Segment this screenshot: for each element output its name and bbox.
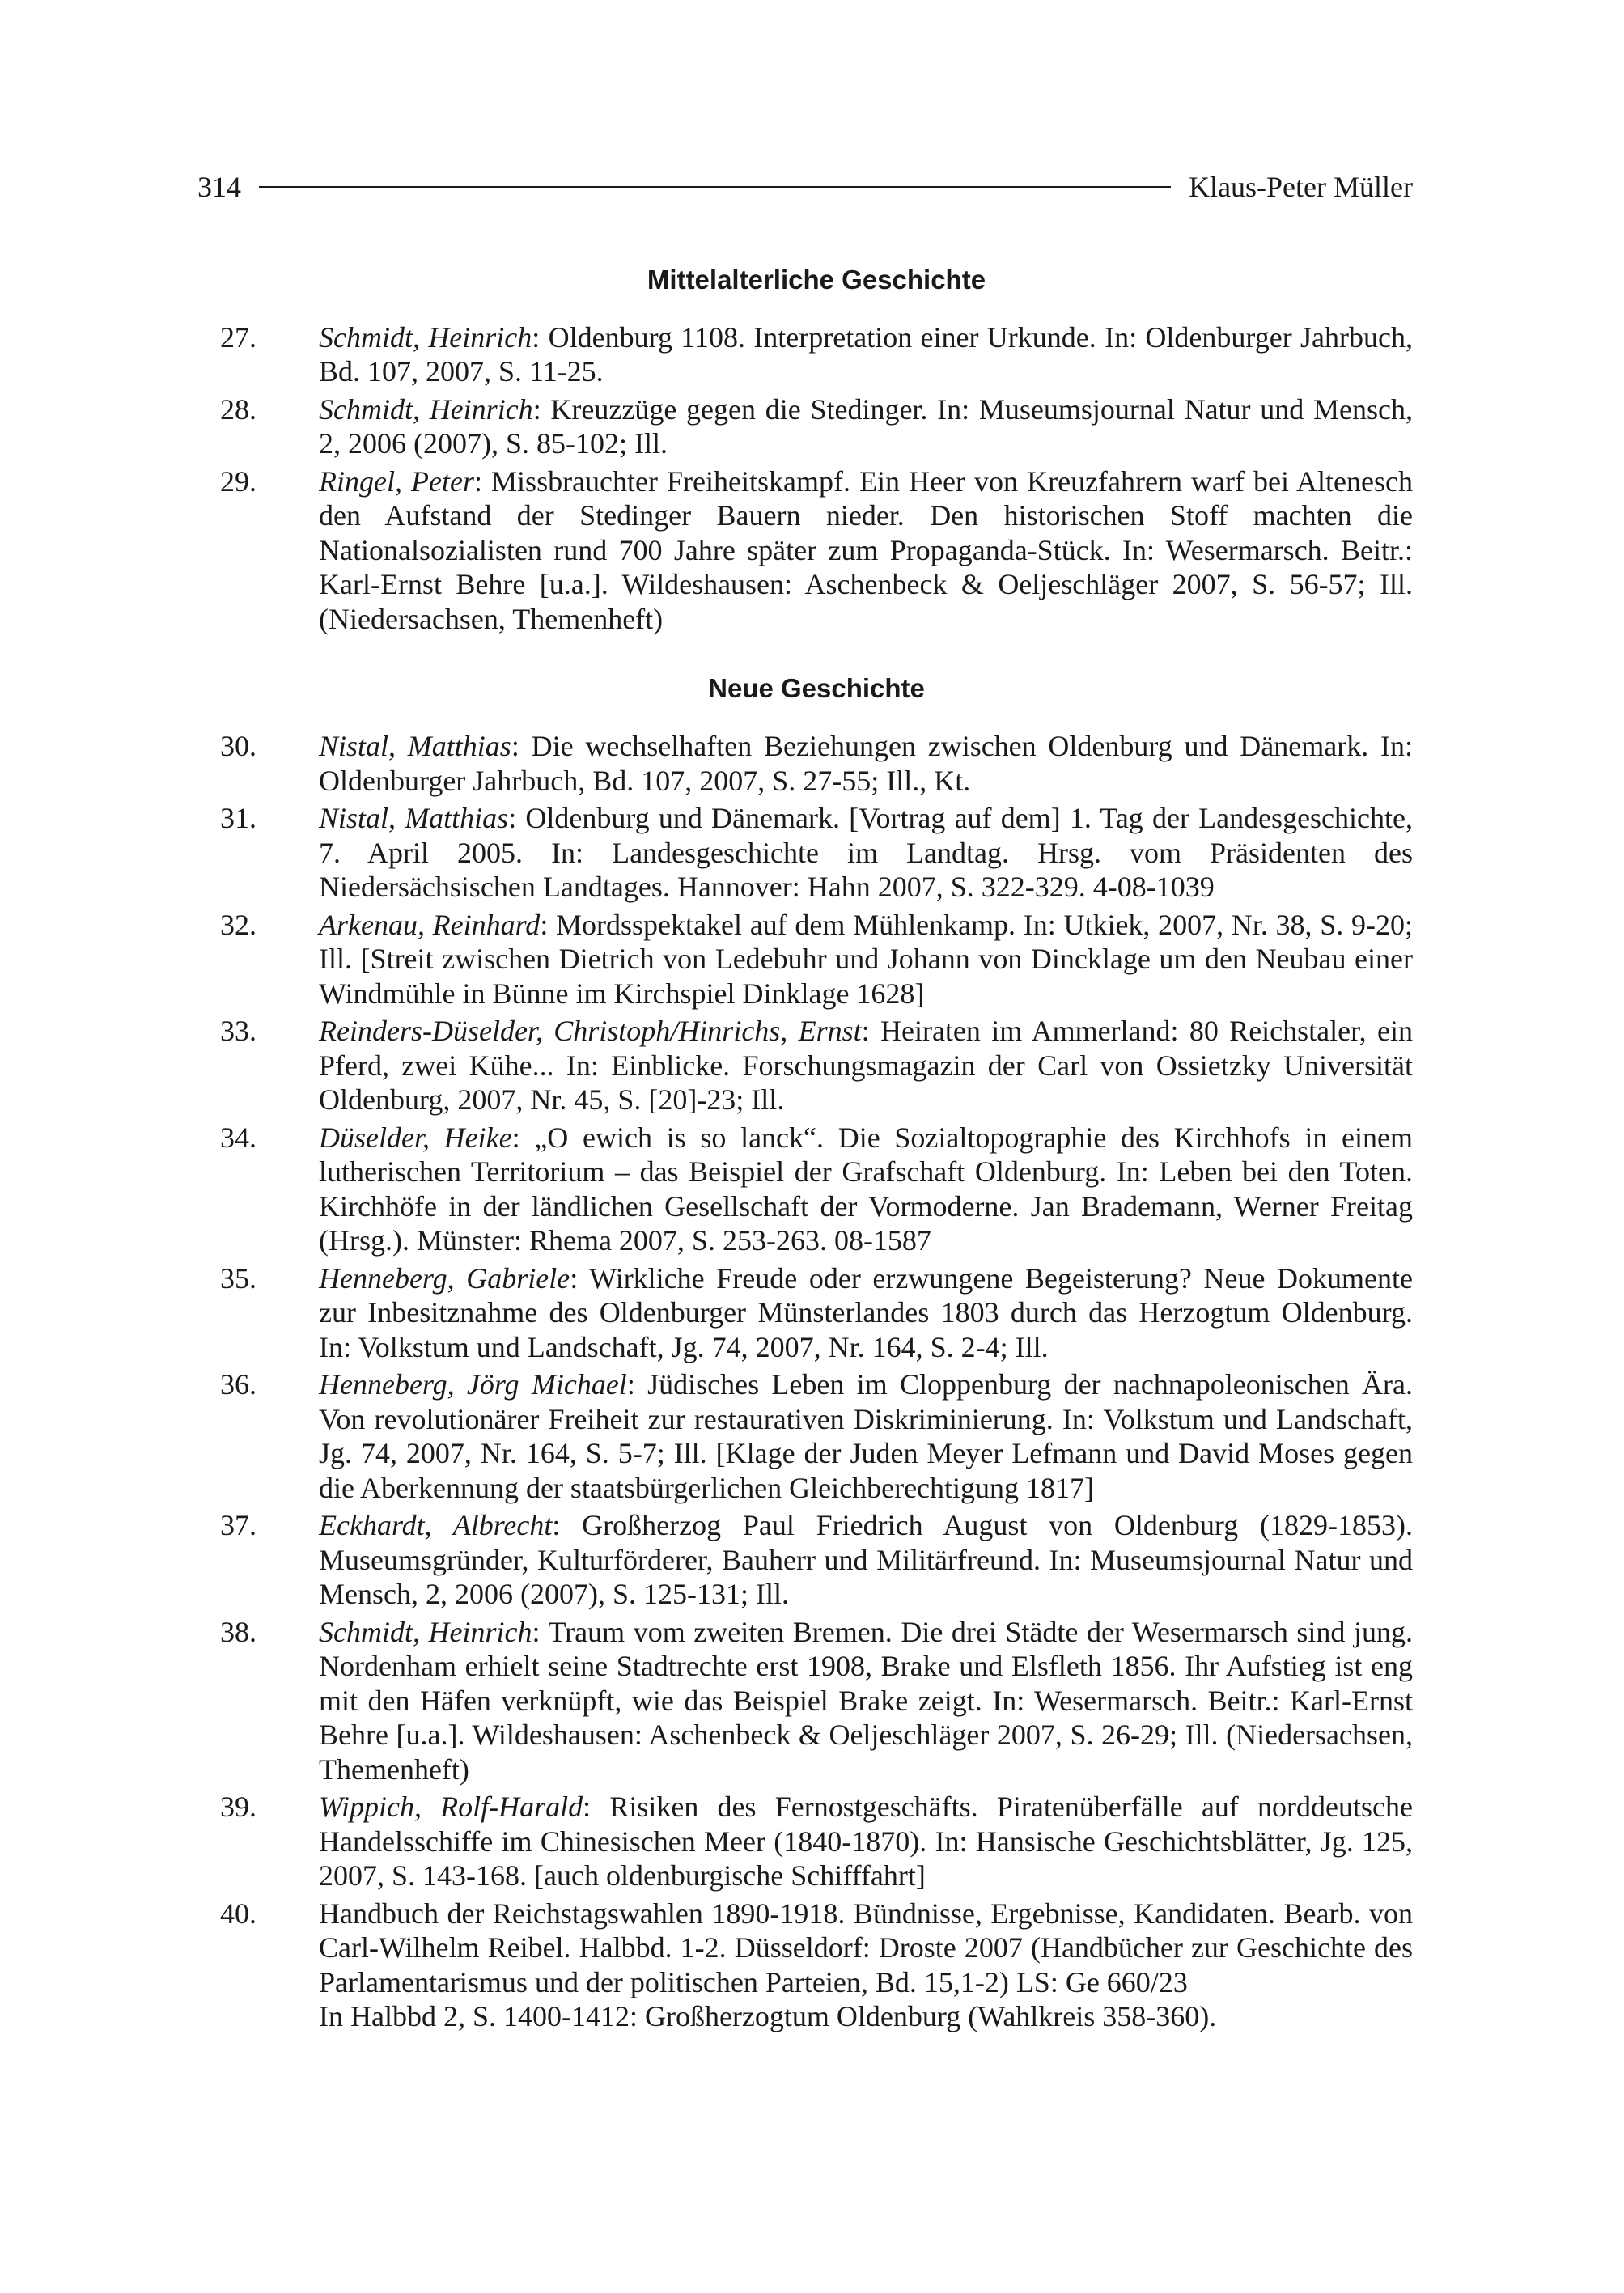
entry-number: 27. bbox=[220, 320, 257, 354]
page-number: 314 bbox=[197, 171, 241, 203]
entry-author: Henneberg, Jörg Michael bbox=[319, 1368, 627, 1401]
entry-author: Henneberg, Gabriele bbox=[319, 1261, 570, 1295]
entry-number: 32. bbox=[220, 908, 257, 941]
entry-text: Eckhardt, Albrecht: Großherzog Paul Friedrich August von Oldenburg (1829-1853). Museumsgründer, Kulturförderer, Bauherr und Militärfreund. In: Museumsjournal Natur und Mensch, 2, 2006 (2007), S. 125-131; Ill. bbox=[319, 1509, 1413, 1611]
entry-citation: Wirkliche Freude oder erzwungene Begeisterung? Neue Dokumente zur Inbesitznahme des Oldenburger Münsterlandes 1803 durch das Herzogtum Oldenburg. In: Volkstum und Landschaft, Jg. 74, 2007, Nr. 164, S. 2-4; Ill. bbox=[319, 1261, 1413, 1363]
entry-citation: „O ewich is so lanck“. Die Sozialtopographie des Kirchhofs in einem lutherischen Territorium – das Beispiel der Grafschaft Oldenburg. In: Leben bei den Toten. Kirchhöfe in der ländlichen Gesellschaft der Vormoderne. Jan Brademann, Werner Freitag (Hrsg.). Münster: Rhema 2007, S. 253-263. 08-1587 bbox=[319, 1121, 1413, 1257]
entry-number: 40. bbox=[220, 1897, 257, 1930]
entry-text: Wippich, Rolf-Harald: Risiken des Fernostgeschäfts. Piratenüberfälle auf norddeutsche Handelsschiffe im Chinesischen Meer (1840-1870). In: Hansische Geschichtsblätter, Jg. 125, 2007, S. 143-168. [auch oldenburgische Schifffahrt] bbox=[319, 1791, 1413, 1892]
entry-text: Nistal, Matthias: Oldenburg und Dänemark. [Vortrag auf dem] 1. Tag der Landesgeschichte, 7. April 2005. In: Landesgeschichte im Landtag. Hrsg. vom Präsidenten des Niedersächsischen Landtages. Hannover: Hahn 2007, S. 322-329. 4-08-1039 bbox=[319, 802, 1413, 904]
entry-author: Ringel, Peter bbox=[319, 464, 474, 498]
entry-text: Reinders-Düselder, Christoph/Hinrichs, Ernst: Heiraten im Ammerland: 80 Reichstaler, ein Pferd, zwei Kühe... In: Einblicke. Forschungsmagazin der Carl von Ossietzky Universität Oldenburg, 2007, Nr. 45, S. [20]-23; Ill. bbox=[319, 1015, 1413, 1117]
entry-citation: Jüdisches Leben im Cloppenburg der nachnapoleonischen Ära. Von revolutionärer Freiheit zur restaurativen Diskriminierung. In: Volkstum und Landschaft, Jg. 74, 2007, Nr. 164, S. 5-7; Ill. [Klage der Juden Meyer Lefmann und David Moses gegen die Aberkennung der staatsbürgerlichen Gleichberechtigung 1817] bbox=[319, 1368, 1413, 1504]
entry-text: Nistal, Matthias: Die wechselhaften Beziehungen zwischen Oldenburg und Dänemark. In: Oldenburger Jahrbuch, Bd. 107, 2007, S. 27-55; Ill., Kt. bbox=[319, 730, 1413, 797]
entry-text: Schmidt, Heinrich: Kreuzzüge gegen die Stedinger. In: Museumsjournal Natur und Mensch, 2, 2006 (2007), S. 85-102; Ill. bbox=[319, 392, 1413, 460]
bibliography-entry bbox=[220, 1615, 1413, 1787]
bibliography-entry bbox=[220, 1897, 1413, 2034]
entry-number: 37. bbox=[220, 1509, 257, 1542]
entry-text: Arkenau, Reinhard: Mordsspektakel auf dem Mühlenkamp. In: Utkiek, 2007, Nr. 38, S. 9-20; Ill. [Streit zwischen Dietrich von Ledebuhr und Johann von Dincklage um den Neubau einer Windmühle in Bünne im Kirchspiel Dinklage 1628] bbox=[319, 908, 1413, 1010]
entry-number: 35. bbox=[220, 1261, 257, 1295]
section-title: Neue Geschichte bbox=[708, 673, 925, 704]
entry-author: Wippich, Rolf-Harald bbox=[319, 1791, 583, 1824]
entry-citation: Mordsspektakel auf dem Mühlenkamp. In: Utkiek, 2007, Nr. 38, S. 9-20; Ill. [Streit zwischen Dietrich von Ledebuhr und Johann von Dincklage um den Neubau einer Windmühle in Bünne im Kirchspiel Dinklage 1628] bbox=[319, 908, 1413, 1010]
entry-text: Schmidt, Heinrich: Traum vom zweiten Bremen. Die drei Städte der Wesermarsch sind jung. Nordenham erhielt seine Stadtrechte erst 1908, Brake und Elsfleth 1856. Ihr Aufstieg ist eng mit den Häfen verknüpft, wie das Beispiel Brake zeigt. In: Wesermarsch. Beitr.: Karl-Ernst Behre [u.a.]. Wildeshausen: Aschenbeck & Oeljeschläger 2007, S. 26-29; Ill. (Niedersachsen, Themenheft) bbox=[319, 1615, 1414, 1786]
entry-citation: Risiken des Fernostgeschäfts. Piratenüberfälle auf norddeutsche Handelsschiffe im Chinesischen Meer (1840-1870). In: Hansische Geschichtsblätter, Jg. 125, 2007, S. 143-168. [auch oldenburgische Schifffahrt] bbox=[319, 1791, 1413, 1892]
bibliography-entry bbox=[220, 464, 1413, 637]
running-header bbox=[197, 167, 1413, 207]
bibliography-entry bbox=[220, 729, 1413, 798]
bibliography-entry bbox=[220, 392, 1413, 461]
entry-citation: Großherzog Paul Friedrich August von Oldenburg (1829-1853). Museumsgründer, Kulturförderer, Bauherr und Militärfreund. In: Museumsjournal Natur und Mensch, 2, 2006 (2007), S. 125-131; Ill. bbox=[319, 1509, 1413, 1611]
bibliography-entry bbox=[220, 801, 1413, 905]
section-title: Mittelalterliche Geschichte bbox=[647, 265, 986, 295]
entry-text: Henneberg, Gabriele: Wirkliche Freude oder erzwungene Begeisterung? Neue Dokumente zur Inbesitznahme des Oldenburger Münsterlandes 1803 durch das Herzogtum Oldenburg. In: Volkstum und Landschaft, Jg. 74, 2007, Nr. 164, S. 2-4; Ill. bbox=[319, 1261, 1413, 1363]
bibliography-entry bbox=[220, 1014, 1413, 1117]
entry-number: 29. bbox=[220, 464, 257, 498]
entry-number: 30. bbox=[220, 730, 257, 763]
entry-number: 33. bbox=[220, 1015, 257, 1048]
entry-author: Nistal, Matthias bbox=[319, 802, 509, 835]
entry-citation: Heiraten im Ammerland: 80 Reichstaler, ein Pferd, zwei Kühe... In: Einblicke. Forschungsmagazin der Carl von Ossietzky Universität Oldenburg, 2007, Nr. 45, S. [20]-23; Ill. bbox=[319, 1015, 1413, 1117]
entry-text: Schmidt, Heinrich: Oldenburg 1108. Interpretation einer Urkunde. In: Oldenburger Jahrbuch, Bd. 107, 2007, S. 11-25. bbox=[319, 320, 1414, 388]
entry-note: In Halbbd 2, S. 1400-1412: Großherzogtum Oldenburg (Wahlkreis 358-360). bbox=[319, 2000, 1217, 2033]
entry-author: Arkenau, Reinhard bbox=[319, 908, 541, 941]
entry-citation: Oldenburg 1108. Interpretation einer Urkunde. In: Oldenburger Jahrbuch, Bd. 107, 2007, S. 11-25. bbox=[319, 320, 1414, 388]
entry-number: 39. bbox=[220, 1791, 257, 1824]
entry-author: Schmidt, Heinrich bbox=[319, 392, 533, 426]
bibliography-entry bbox=[220, 1261, 1413, 1365]
entry-citation: Traum vom zweiten Bremen. Die drei Städte der Wesermarsch sind jung. Nordenham erhielt seine Stadtrechte erst 1908, Brake und Elsfleth 1856. Ihr Aufstieg ist eng mit den Häfen verknüpft, wie das Beispiel Brake zeigt. In: Wesermarsch. Beitr.: Karl-Ernst Behre [u.a.]. Wildeshausen: Aschenbeck & Oeljeschläger 2007, S. 26-29; Ill. (Niedersachsen, Themenheft) bbox=[319, 1615, 1414, 1786]
bibliography-entry bbox=[220, 1367, 1413, 1505]
entry-citation: Oldenburg und Dänemark. [Vortrag auf dem] 1. Tag der Landesgeschichte, 7. April 2005. In: Landesgeschichte im Landtag. Hrsg. vom Präsidenten des Niedersächsischen Landtages. Hannover: Hahn 2007, S. 322-329. 4-08-1039 bbox=[319, 802, 1413, 904]
entry-number: 28. bbox=[220, 392, 257, 426]
bibliography-entry bbox=[220, 1790, 1413, 1893]
bibliography-entry bbox=[220, 908, 1413, 1011]
entry-text: Henneberg, Jörg Michael: Jüdisches Leben im Cloppenburg der nachnapoleonischen Ära. Von revolutionärer Freiheit zur restaurativen Diskriminierung. In: Volkstum und Landschaft, Jg. 74, 2007, Nr. 164, S. 5-7; Ill. [Klage der Juden Meyer Lefmann und David Moses gegen die Aberkennung der staatsbürgerlichen Gleichberechtigung 1817] bbox=[319, 1368, 1413, 1504]
entry-citation: Kreuzzüge gegen die Stedinger. In: Museumsjournal Natur und Mensch, 2, 2006 (2007), S. 85-102; Ill. bbox=[319, 392, 1413, 460]
bibliography-content bbox=[220, 263, 1413, 2037]
entry-citation: Die wechselhaften Beziehungen zwischen Oldenburg und Dänemark. In: Oldenburger Jahrbuch, Bd. 107, 2007, S. 27-55; Ill., Kt. bbox=[319, 730, 1413, 797]
entry-author: Nistal, Matthias bbox=[319, 730, 511, 763]
entry-author: Düselder, Heike bbox=[319, 1121, 512, 1154]
bibliography-entry bbox=[220, 1121, 1413, 1258]
header-rule bbox=[259, 186, 1171, 188]
entry-text bbox=[319, 1897, 1413, 2034]
entry-author: Eckhardt, Albrecht bbox=[319, 1509, 553, 1542]
entry-author: Schmidt, Heinrich bbox=[319, 320, 532, 354]
entry-citation: Missbrauchter Freiheitskampf. Ein Heer von Kreuzfahrern warf bei Altenesch den Aufstand der Stedinger Bauern nieder. Den historischen Stoff machten die Nationalsozialisten rund 700 Jahre später zum Propaganda-Stück. In: Wesermarsch. Beitr.: Karl-Ernst Behre [u.a.]. Wildeshausen: Aschenbeck & Oeljeschläger 2007, S. 56-57; Ill. (Niedersachsen, Themenheft) bbox=[319, 464, 1414, 635]
entry-author: Reinders-Düselder, Christoph/Hinrichs, Ernst bbox=[319, 1015, 862, 1048]
entry-number: 31. bbox=[220, 802, 257, 835]
entry-number: 38. bbox=[220, 1615, 257, 1648]
bibliography-entry bbox=[220, 320, 1413, 389]
entry-number: 34. bbox=[220, 1121, 257, 1154]
entry-number: 36. bbox=[220, 1368, 257, 1401]
entry-citation: Handbuch der Reichstagswahlen 1890-1918. Bündnisse, Ergebnisse, Kandidaten. Bearb. von Carl-Wilhelm Reibel. Halbbd. 1-2. Düsseldorf: Droste 2007 (Handbücher zur Geschichte des Parlamentarismus und der politischen Parteien, Bd. 15,1-2) LS: Ge 660/23 bbox=[319, 1897, 1413, 1998]
entry-text: Ringel, Peter: Missbrauchter Freiheitskampf. Ein Heer von Kreuzfahrern warf bei Altenesch den Aufstand der Stedinger Bauern nieder. Den historischen Stoff machten die Nationalsozialisten rund 700 Jahre später zum Propaganda-Stück. In: Wesermarsch. Beitr.: Karl-Ernst Behre [u.a.]. Wildeshausen: Aschenbeck & Oeljeschläger 2007, S. 56-57; Ill. (Niedersachsen, Themenheft) bbox=[319, 464, 1414, 635]
entry-text: Düselder, Heike: „O ewich is so lanck“. Die Sozialtopographie des Kirchhofs in einem lutherischen Territorium – das Beispiel der Grafschaft Oldenburg. In: Leben bei den Toten. Kirchhöfe in der ländlichen Gesellschaft der Vormoderne. Jan Brademann, Werner Freitag (Hrsg.). Münster: Rhema 2007, S. 253-263. 08-1587 bbox=[319, 1121, 1413, 1257]
running-author: Klaus-Peter Müller bbox=[1189, 171, 1413, 203]
bibliography-entry bbox=[220, 1508, 1413, 1612]
entry-author: Schmidt, Heinrich bbox=[319, 1615, 532, 1648]
